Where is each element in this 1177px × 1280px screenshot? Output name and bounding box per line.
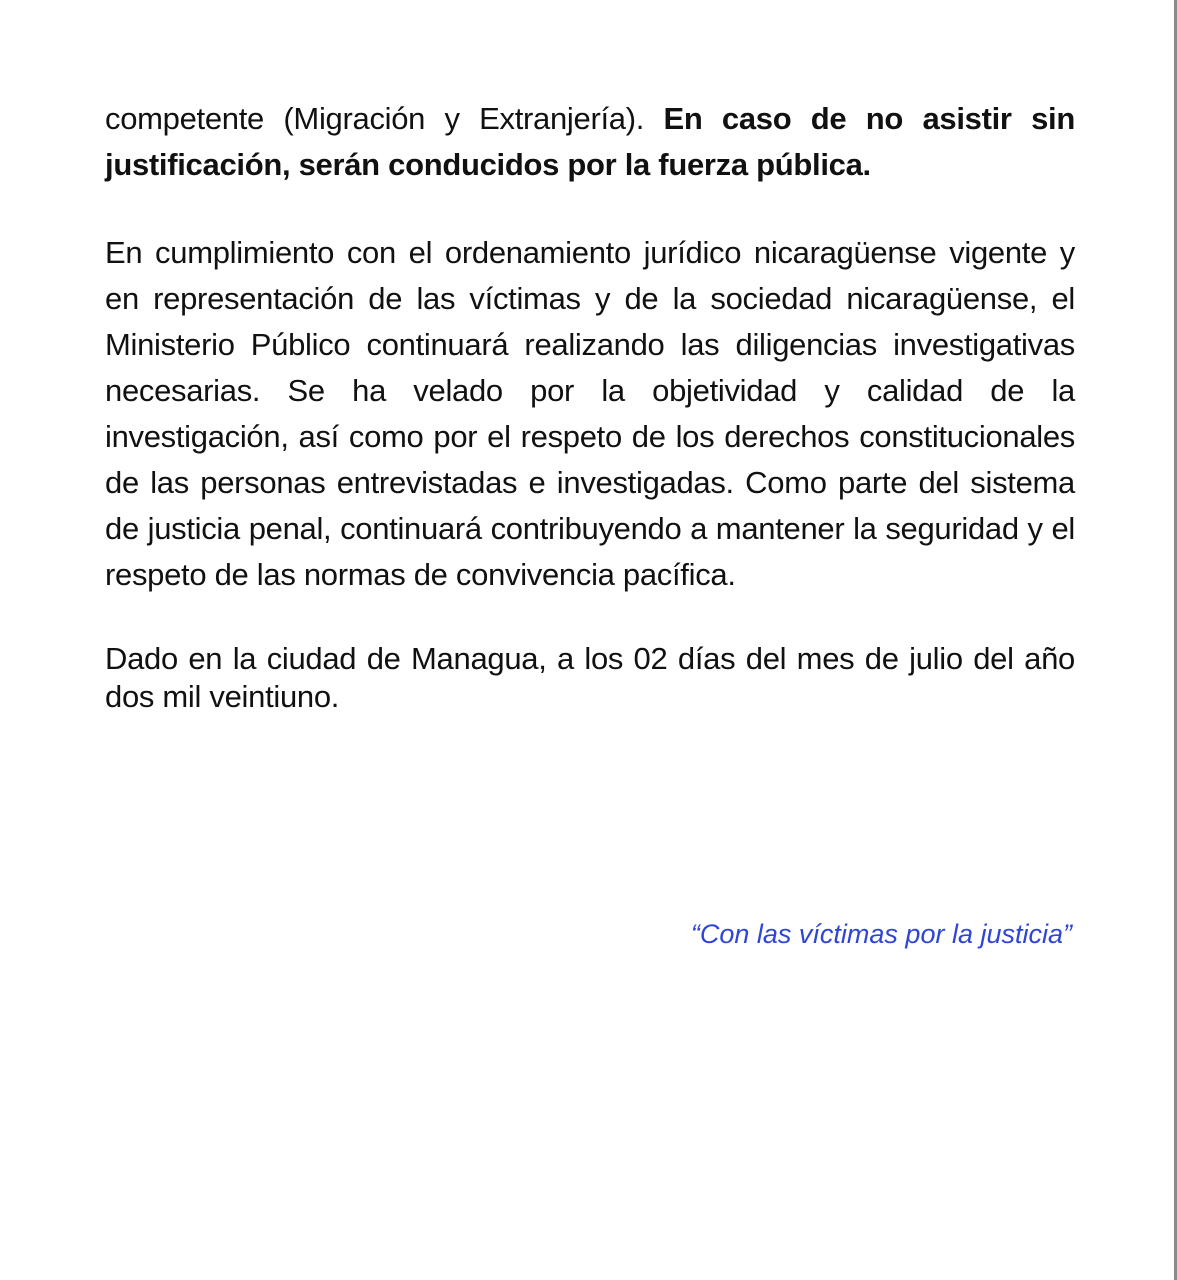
paragraph-legal-statement-text: En cumplimiento con el ordenamiento jurídico nicaragüense vigente y en representación de las víctimas y de la sociedad nicaragüense, el Ministerio Público continuará realizando las diligencias investigativas necesarias. Se ha velado por la objetividad y calidad de la investigación, así como por el respeto de los derechos constitucionales de las personas entrevistadas e investigadas. Como parte del sistema de justicia penal, continuará contribuyendo a mantener la seguridad y el respeto de las normas de convivencia pacífica. xyxy=(105,235,1075,592)
document-body xyxy=(105,96,1075,716)
institution-motto: “Con las víctimas por la justicia” xyxy=(690,919,1072,949)
paragraph-warning-normal-text: competente (Migración y Extranjería). xyxy=(105,101,664,136)
paragraph-warning-bold-text: En caso de no asistir sin justificación, serán conducidos por la fuerza pública. xyxy=(105,101,1075,182)
paragraph-date-place: Dado en la ciudad de Managua, a los 02 días del mes de julio del año dos mil veintiuno. xyxy=(105,641,1075,714)
paragraph-warning xyxy=(105,96,1075,188)
paragraph-legal-statement xyxy=(105,230,1075,598)
